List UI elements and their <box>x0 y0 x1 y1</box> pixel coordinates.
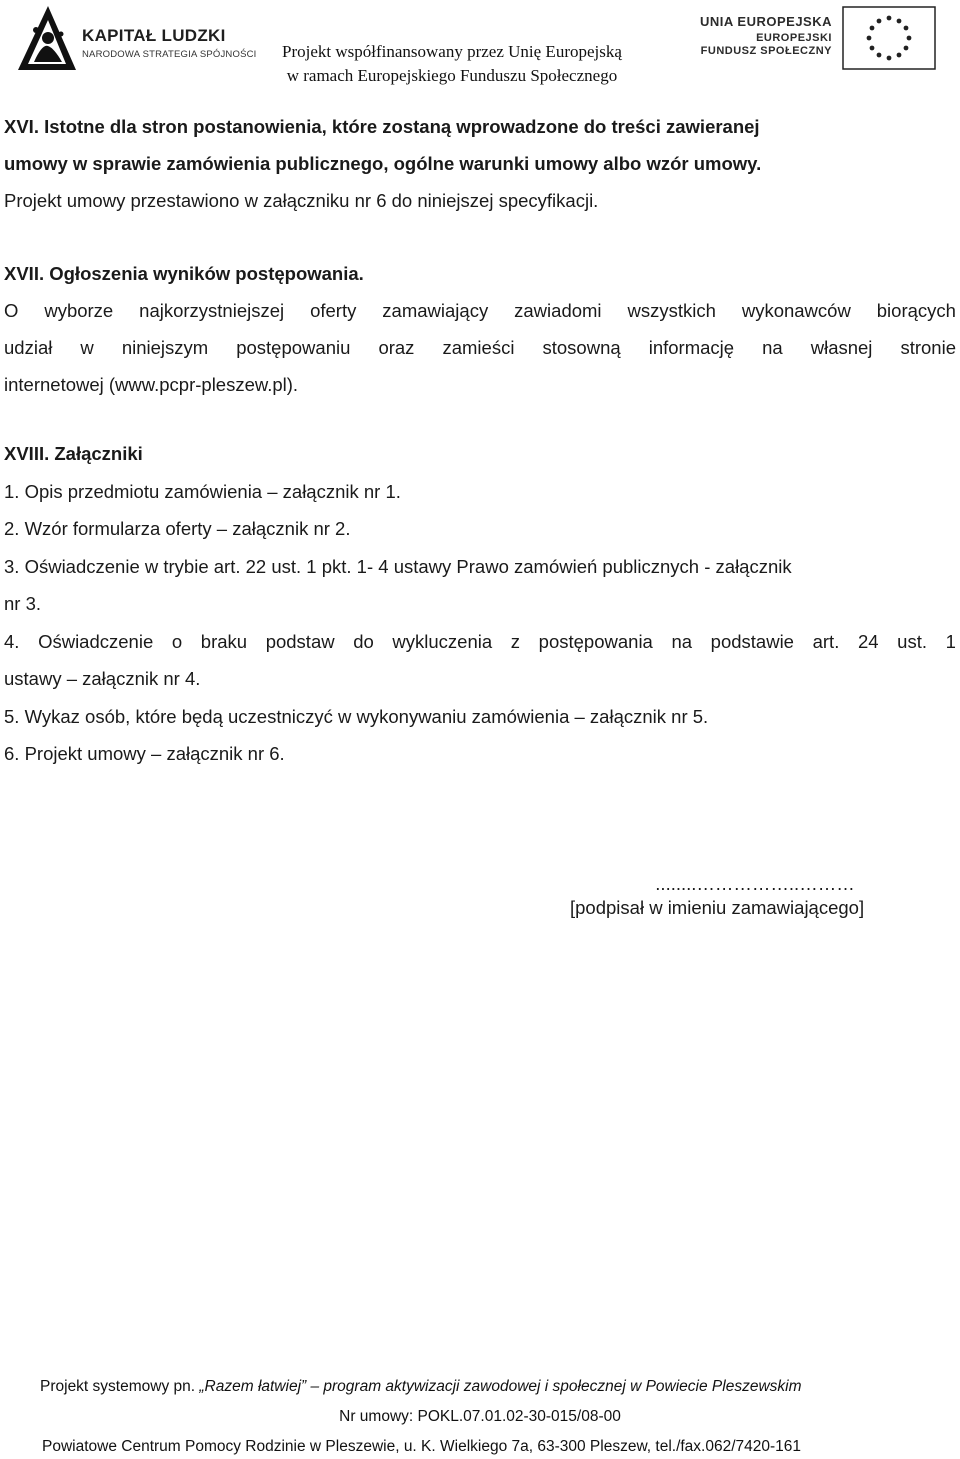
word: 4. <box>4 630 20 652</box>
document-body <box>4 108 956 773</box>
attachment-item-6: 6. Projekt umowy – załącznik nr 6. <box>4 743 285 764</box>
footer-project-prefix: Projekt systemowy pn. <box>40 1378 196 1395</box>
footer-contract-number: Nr umowy: POKL.07.01.02-30-015/08-00 <box>339 1408 621 1425</box>
section-17-line2 <box>4 329 956 366</box>
attachment-item-2: 2. Wzór formularza oferty – załącznik nr 2. <box>4 518 351 539</box>
attachment-item-5: 5. Wykaz osób, które będą uczestniczyć w wykonywaniu zamówienia – załącznik nr 5. <box>4 705 709 727</box>
footer-address: Powiatowe Centrum Pomocy Rodzinie w Pleszewie, u. K. Wielkiego 7a, 63-300 Pleszew, tel./fax.062/7420-161 <box>42 1438 802 1455</box>
word: własnej <box>810 337 873 358</box>
word: zawiadomi <box>514 300 602 321</box>
signature-dots: ........……………..……… <box>655 873 855 894</box>
attachment-item-4-line1 <box>4 623 956 661</box>
word: ust. <box>897 630 927 652</box>
word: niniejszym <box>121 337 209 358</box>
attachment-item-3-line2: nr 3. <box>4 593 42 614</box>
section-16-heading-line2: umowy w sprawie zamówienia publicznego, ogólne warunki umowy albo wzór umowy. <box>4 153 762 174</box>
signature-label: [podpisał w imieniu zamawiającego] <box>570 897 865 918</box>
word: O <box>4 300 19 321</box>
section-17-heading: XVII. Ogłoszenia wyników postępowania. <box>4 263 364 284</box>
footer-project-line <box>40 1378 802 1396</box>
attachment-item-3-line1: 3. Oświadczenie w trybie art. 22 ust. 1 pkt. 1- 4 ustawy Prawo zamówień publicznych - załącznik <box>4 555 792 577</box>
word: do <box>353 630 374 652</box>
eu-logo-line1: UNIA EUROPEJSKA <box>700 14 832 29</box>
word: art. <box>812 630 840 652</box>
word: 24 <box>857 630 879 652</box>
word: podstawie <box>710 630 794 652</box>
word: 1 <box>945 630 956 652</box>
section-16-text: Projekt umowy przestawiono w załączniku nr 6 do niniejszej specyfikacji. <box>4 190 599 211</box>
word: zamieści <box>442 337 515 358</box>
word: Oświadczenie <box>38 630 154 652</box>
section-18 <box>4 435 956 773</box>
word: oferty <box>310 300 357 321</box>
footer-project-name: „Razem łatwiej” – program aktywizacji zawodowej i społecznej w Powiecie Pleszewskim <box>199 1378 802 1395</box>
eu-flag-icon <box>842 6 936 70</box>
kapital-ludzki-logo <box>14 4 257 78</box>
word: postępowaniu <box>236 337 351 358</box>
section-17-line3: internetowej (www.pcpr-pleszew.pl). <box>4 374 299 395</box>
word: informację <box>648 337 735 358</box>
word: braku <box>200 630 248 652</box>
word: podstaw <box>265 630 335 652</box>
kapital-ludzki-emblem-icon <box>14 4 80 78</box>
word: na <box>762 337 783 358</box>
kapital-ludzki-title: KAPITAŁ LUDZKI <box>82 26 226 45</box>
eu-logo-text <box>700 14 832 57</box>
section-17 <box>4 255 956 403</box>
word: postępowania <box>538 630 653 652</box>
signature-block <box>570 872 920 920</box>
header-cofinancing-note <box>282 40 622 88</box>
section-16-heading-line1: XVI. Istotne dla stron postanowienia, które zostaną wprowadzone do treści zawieranej <box>4 116 760 137</box>
eu-logo-line2: EUROPEJSKI <box>756 32 832 44</box>
section-18-heading: XVIII. Załączniki <box>4 443 143 464</box>
section-16 <box>4 108 956 219</box>
word: wyborze <box>44 300 114 321</box>
word: zamawiający <box>382 300 489 321</box>
word: w <box>80 337 94 358</box>
word: stosowną <box>542 337 621 358</box>
eu-logo-line3: FUNDUSZ SPOŁECZNY <box>700 45 832 57</box>
attachment-item-4-line2: ustawy – załącznik nr 4. <box>4 668 201 689</box>
word: wszystkich <box>627 300 716 321</box>
word: na <box>671 630 693 652</box>
word: wykluczenia <box>392 630 493 652</box>
word: udział <box>4 337 53 358</box>
word: najkorzystniejszej <box>139 300 285 321</box>
section-17-line1 <box>4 292 956 329</box>
attachment-item-1: 1. Opis przedmiotu zamówienia – załącznik nr 1. <box>4 480 401 502</box>
word: wykonawców <box>741 300 851 321</box>
word: z <box>510 630 521 652</box>
word: o <box>171 630 183 652</box>
header-center-line2: w ramach Europejskiego Funduszu Społecznego <box>286 66 618 85</box>
kapital-ludzki-subtitle: NARODOWA STRATEGIA SPÓJNOŚCI <box>82 49 257 60</box>
page-header <box>0 0 960 92</box>
word: oraz <box>378 337 415 358</box>
word: stronie <box>900 337 956 358</box>
word: biorących <box>876 300 956 321</box>
header-center-line1: Projekt współfinansowany przez Unię Europejską <box>282 42 622 61</box>
